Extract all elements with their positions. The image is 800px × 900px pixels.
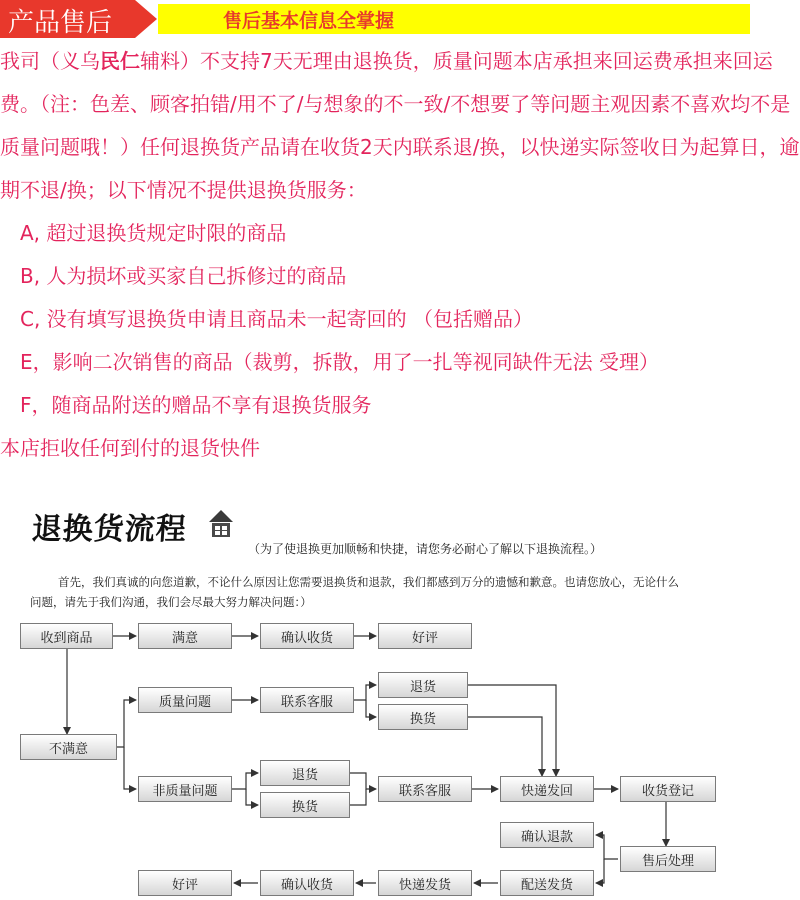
node-satisfied: 满意 — [138, 623, 232, 649]
policy-paragraph — [0, 40, 800, 212]
node-non-quality-issue: 非质量问题 — [138, 776, 232, 802]
node-unsatisfied: 不满意 — [20, 734, 117, 760]
node-return: 退货 — [260, 760, 350, 786]
flow-title: 退换货流程 — [30, 512, 188, 547]
node-contact-service: 联系客服 — [260, 687, 354, 713]
return-flow-panel — [10, 498, 800, 900]
list-item: F，随商品附送的赠品不享有退换货服务 — [20, 393, 372, 417]
list-item: E，影响二次销售的商品（裁剪，拆散，用了一扎等视同缺件无法 受理） — [20, 350, 659, 374]
node-confirm-refund: 确认退款 — [500, 822, 594, 848]
node-express-ship-back: 快递发回 — [500, 776, 594, 802]
node-quality-issue: 质量问题 — [138, 687, 232, 713]
cod-notice: 本店拒收任何到付的退货快件 — [0, 436, 260, 460]
section-tag-label: 产品售后 — [8, 8, 113, 38]
header-bar — [0, 0, 800, 38]
return-policy — [0, 40, 800, 470]
brand-name: 民仁 — [100, 49, 140, 73]
node-express-dispatch: 快递发货 — [378, 870, 472, 896]
tag-arrow — [135, 0, 157, 38]
node-after-sale: 售后处理 — [620, 846, 716, 872]
section-tag — [0, 0, 135, 38]
node-good-review: 好评 — [378, 623, 472, 649]
node-delivery: 配送发货 — [500, 870, 594, 896]
flow-connectors — [10, 498, 800, 900]
node-exchange: 换货 — [260, 792, 350, 818]
list-item: C, 没有填写退换货申请且商品未一起寄回的 （包括赠品） — [20, 307, 534, 331]
node-confirm-receipt: 确认收货 — [260, 623, 354, 649]
banner — [158, 4, 750, 34]
node-receipt-register: 收货登记 — [620, 776, 716, 802]
node-receive: 收到商品 — [20, 623, 113, 649]
list-item: A, 超过退换货规定时限的商品 — [20, 221, 287, 245]
node-good-review: 好评 — [138, 870, 232, 896]
flow-subtitle: （为了使退换更加顺畅和快捷，请您务必耐心了解以下退换流程。） — [248, 542, 603, 556]
node-return: 退货 — [378, 672, 468, 698]
node-exchange: 换货 — [378, 704, 468, 730]
flow-intro: 首先，我们真诚的向您道歉，不论什么原因让您需要退换货和退款，我们都感到万分的遗憾和歉意。也请您放心，无论什么问题，请先于我们沟通，我们会尽最大努力解决问题：） — [30, 575, 679, 609]
exclusion-list — [0, 212, 800, 427]
policy-text-after: 辅料）不支持7天无理由退换货，质量问题本店承担来回运费承担来回运费。（注：色差、顾客拍错/用不了/与想象的不一致/不想要了等问题主观因素不喜欢均不是质量问题哦！）任何退换货产品请在收货2天内联系退/换，以快递实际签收日为起算日，逾期不退/换；以下情况不提供退换货服务： — [0, 49, 800, 202]
list-item: B, 人为损坏或买家自己拆修过的商品 — [20, 264, 347, 288]
node-confirm-receipt: 确认收货 — [260, 870, 354, 896]
node-contact-service: 联系客服 — [378, 776, 472, 802]
policy-text-before: 我司（义乌 — [0, 49, 100, 73]
banner-title: 售后基本信息全掌握 — [223, 10, 395, 32]
